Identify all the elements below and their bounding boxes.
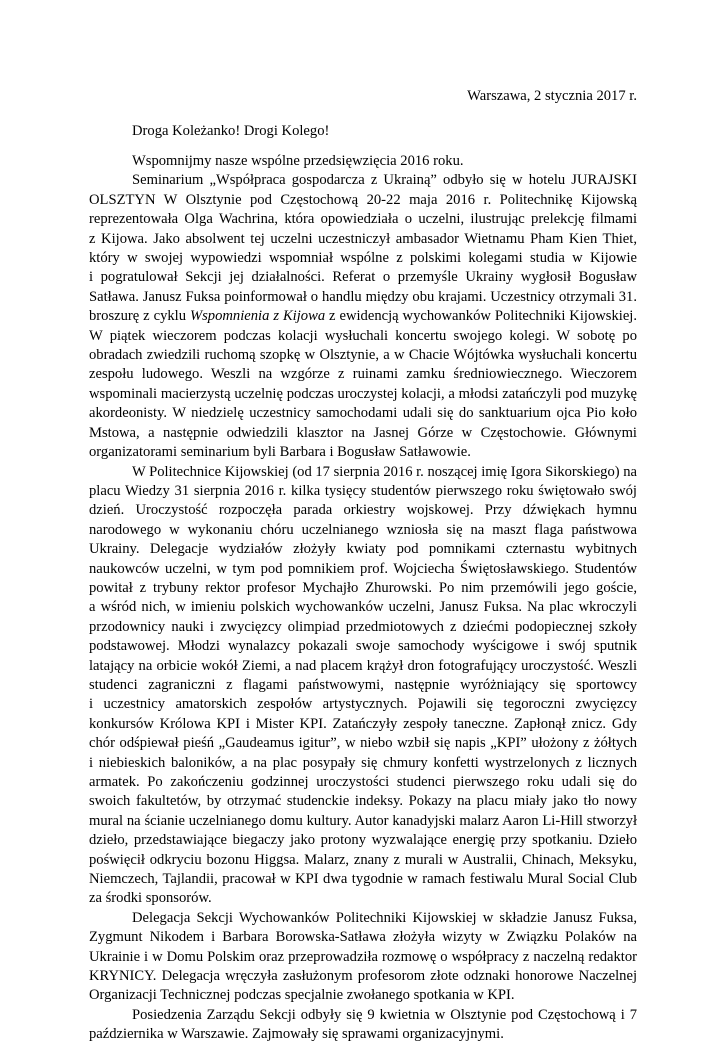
text-line: akordeonisty. W niedzielę uczestnicy samochodami udali się do sanktuarium ojca Pio koło (89, 405, 637, 422)
paragraph-delegation (89, 909, 637, 1006)
text-line: Delegacja Sekcji Wychowanków Politechniki Kijowskiej w składzie Janusz Fuksa, (132, 909, 637, 926)
text-line: poświęcił odkryciu bozonu Higgsa. Malarz, znany z murali w Australii, Chinach, Meksyku, (89, 851, 637, 868)
paragraph-kpi-ceremony (89, 463, 637, 909)
letter-body (89, 152, 637, 1045)
text-line: OLSZTYN W Olsztynie pod Częstochową 20-22 maja 2016 r. Politechnikę Kijowską (89, 191, 637, 208)
text-line: Organizacji Technicznej podczas specjalnie zwołanego spotkania w KPI. (89, 987, 515, 1004)
paragraph-board-meetings (89, 1006, 637, 1045)
text-line: armatek. Po zakończeniu godzinnej uroczystości studenci pierwszego roku udali się do (89, 774, 637, 790)
text-line: obradach zwiedzili ruchomą szopkę w Olsztynie, a w Chacie Wójtówka wysłuchali koncertu (89, 347, 637, 364)
text-line: Seminarium „Współpraca gospodarcza z Ukrainą” odbyło się w hotelu JURAJSKI (132, 172, 637, 189)
text-line: studenci zagraniczni z flagami państwowymi, następnie wyróżniający się sportowcy (89, 676, 637, 693)
text-line: reprezentowała Olga Wachrina, która opowiedziała o uczelni, ilustrując prelekcję filmami (89, 211, 637, 228)
text-line: placu Wiedzy 31 sierpnia 2016 r. kilka tysięcy studentów pierwszego roku świętowało swój (89, 482, 637, 499)
text-line: października w Warszawie. Zajmowały się sprawami organizacyjnymi. (89, 1026, 504, 1043)
text-line: za środki sponsorów. (89, 890, 212, 907)
text-line: Mstowa, a następnie odwiedzili klasztor na Jasnej Górze w Częstochowie. Głównymi (89, 424, 637, 441)
letter-salutation: Droga Koleżanko! Drogi Kolego! (132, 123, 330, 139)
paragraph-seminar (89, 171, 637, 462)
text-line: i niebieskich baloników, a na plac posypały się chmury konfetti wystrzelonych z licznych (89, 754, 637, 771)
text-line: i uczestnicy amatorskich zespołów artystycznych. Pojawili się tegoroczni zwycięzcy (89, 696, 637, 713)
text-line: Niemczech, Tajlandii, pracował w KPI dwa tygodnie w ramach festiwalu Mural Social Club (89, 871, 637, 888)
text-line: latający na orbicie wokół Ziemi, a nad placem krążył dron fotografujący uroczystość. Weszli (89, 657, 637, 674)
text-line: zespołu ludowego. Weszli na wzgórze z ruinami zamku średniowiecznego. Wieczorem (89, 366, 637, 383)
text-line: powitał z trybuny rektor profesor Mychajło Zhurowski. Po nim przemówili jego goście, (89, 579, 637, 596)
text-line: wspominali macierzystą uczelnię podczas uroczystej kolacji, a młodsi zatańczyli pod muzykę (89, 385, 637, 402)
text-line: z Kijowa. Jako absolwent tej uczelni uczestniczył ambasador Wietnamu Pham Kien Thiet, (89, 230, 637, 247)
text-line: naukowców uczelni, w tym pod pomnikiem prof. Wojciecha Świętosławskiego. Studentów (89, 560, 637, 577)
text-line: podstawowej. Młodzi wynalazcy pokazali swoje samochody wyścigowe i swój sputnik (89, 638, 637, 655)
intro-line: Wspomnijmy nasze wspólne przedsięwzięcia 2016 roku. (132, 153, 464, 169)
text-line: Ukrainy. Delegacje wydziałów złożyły kwiaty pod pomnikami czternastu wybitnych (89, 541, 637, 558)
text-line: Ukrainie i w Domu Polskim oraz przeprowadziła rozmowę o współpracy z naczelną redaktor (89, 948, 637, 965)
text-line: Zygmunt Nikodem i Barbara Borowska-Satława złożyła wizyty w Związku Polaków na (89, 929, 637, 946)
publication-title: Wspomnienia z Kijowa (189, 308, 326, 325)
letter-date: Warszawa, 2 stycznia 2017 r. (467, 88, 637, 104)
text-line: organizatorami seminarium byli Barbara i Bogusław Satławowie. (89, 444, 471, 461)
text-line: i pogratulował Sekcji jej działalności. Referat o przemyśle Ukrainy wygłosił Bogusław (89, 269, 637, 286)
text-line: a wśród nich, w imieniu polskich wychowanków uczelni, Janusz Fuksa. Na plac wkroczyli (89, 599, 637, 616)
text-line: KRYNICY. Delegacja wręczyła zasłużonym profesorom złote odznaki honorowe Naczelnej (89, 968, 637, 985)
text-line: dzień. Uroczystość rozpoczęła parada orkiestry wojskowej. Przy dźwiękach hymnu (89, 502, 637, 519)
text-fragment: broszurę z cyklu (89, 308, 190, 325)
text-line: mural na ścianie uczelnianego domu kultury. Autor kanadyjski malarz Aaron Li-Hill stworzył (89, 812, 637, 829)
text-line: W Politechnice Kijowskiej (od 17 sierpnia 2016 r. noszącej imię Igora Sikorskiego) na (132, 463, 637, 480)
text-line: który w swojej wypowiedzi wspomniał wspólne z polskimi kolegami studia w Kijowie (89, 250, 637, 267)
text-line: Satława. Janusz Fuksa poinformował o handlu między obu krajami. Uczestnicy otrzymali 31. (89, 288, 637, 305)
text-line: W piątek wieczorem podczas kolacji wysłuchali koncertu swojego kolegi. W sobotę po (89, 327, 637, 344)
text-line: chór odśpiewał pieśń „Gaudeamus igitur”, w niebo wzbił się napis „KPI” ułożony z żółtych (89, 735, 637, 752)
text-line: Posiedzenia Zarządu Sekcji odbyły się 9 kwietnia w Olsztynie pod Częstochową i 7 (132, 1006, 637, 1023)
text-fragment: z ewidencją wychowanków Politechniki Kijowskiej. (325, 308, 638, 325)
text-line: dzieło, przedstawiające biegaczy jako protony wyzwalające energię przy spotkaniu. Dzieło (89, 832, 637, 849)
text-line: przodownicy nauki i zwycięzcy olimpiad przedmiotowych z dziećmi podopiecznej szkoły (89, 618, 637, 635)
text-line: narodowego w wykonaniu chóru uczelnianego wzniosła się na maszt flaga państwowa (89, 521, 637, 538)
text-line (89, 307, 637, 326)
text-line: swoich fakultetów, by otrzymać studenckie indeksy. Pokazy na placu miały jako tło nowy (89, 793, 637, 810)
text-line: konkursów Królowa KPI i Mister KPI. Zatańczyły zespoły taneczne. Zapłonął znicz. Gdy (89, 715, 637, 732)
